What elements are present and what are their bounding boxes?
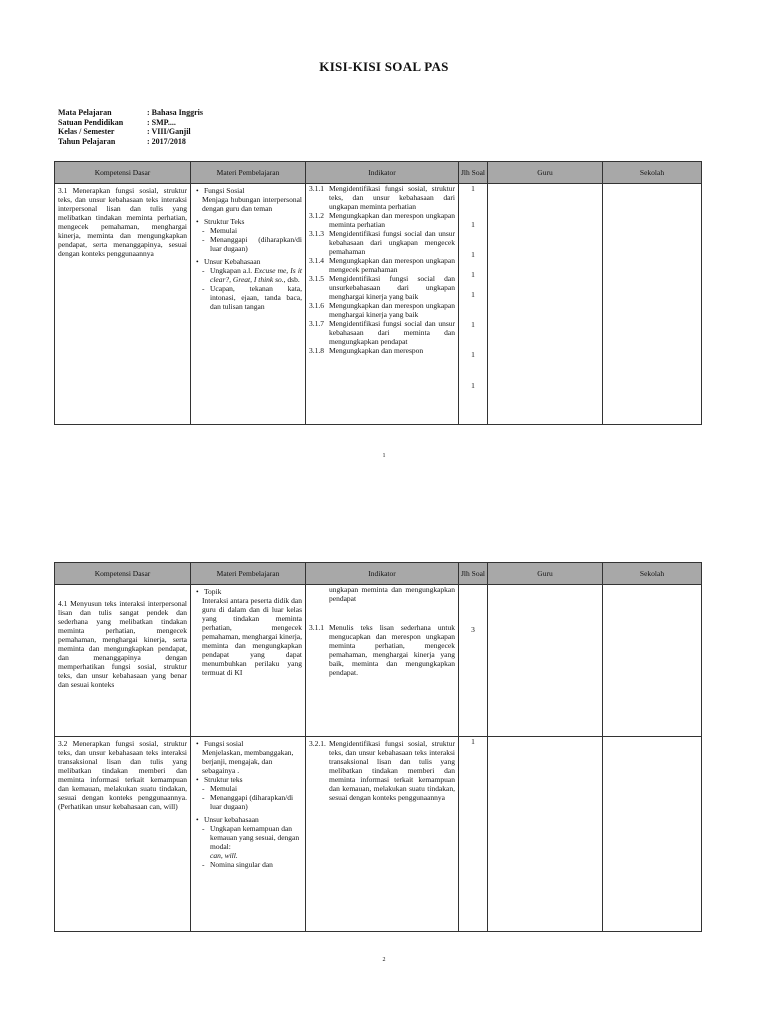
header-indikator: Indikator xyxy=(306,162,459,184)
indikator-item: 3.1.1 Menulis teks lisan sederhana untuk mengucapkan dan merespon ungkapan meminta perhatian, mengecek pemahaman, menghargai kinerja yang baik, meminta dan mengungkapkan pendapat. xyxy=(309,623,455,677)
materi-text: Menjaga hubungan interpersonal dengan guru dan teman xyxy=(202,195,302,213)
jlh-value: 3 xyxy=(471,625,475,634)
info-row xyxy=(58,108,203,118)
materi-item: - Nomina singular dan xyxy=(194,860,302,869)
materi-heading: • Unsur Kebahasaan xyxy=(194,257,302,266)
document-title: KISI-KISI SOAL PAS xyxy=(319,59,449,74)
jlh-value: 1 xyxy=(471,250,475,259)
indikator-cell xyxy=(306,585,459,737)
sekolah-cell xyxy=(603,737,702,932)
materi-text: Menjelaskan, membanggakan, berjanji, mengajak, dan sebagainya . xyxy=(202,748,294,775)
materi-cell xyxy=(191,737,306,932)
materi-heading: • Struktur teks xyxy=(194,775,302,784)
kd-cell: 4.1 Menyusun teks interaksi interpersonal lisan dan tulis sangat pendek dan sederhana yang melibatkan tindakan meminta perhatian, mengecek pemahaman, menghargai kinerja, serta meminta dan mengungkapkan pendapat, dan menanggapinya dengan memperhatikan fungsi sosial, struktur teks, dan unsur kebahasaan yang benar dan sesuai konteks xyxy=(55,585,191,737)
materi-heading: • Fungsi Sosial xyxy=(194,186,302,195)
materi-item: - Menanggapi (diharapkan/di luar dugaan) xyxy=(194,793,302,811)
table-row xyxy=(55,184,702,425)
materi-cell xyxy=(191,585,306,737)
indikator-item: 3.1.1 Mengidentifikasi fungsi sosial, struktur teks, dan unsur kebahasaan dari ungkapan meminta perhatian xyxy=(309,184,455,211)
jlh-value: 1 xyxy=(471,290,475,299)
sekolah-cell xyxy=(603,184,702,425)
info-value: : Bahasa Inggris xyxy=(147,108,204,117)
info-label: Mata Pelajaran xyxy=(58,108,112,117)
materi-item: - Menanggapi (diharapkan/di luar dugaan) xyxy=(194,235,302,253)
indikator-cell xyxy=(306,184,459,425)
indikator-item: 3.1.2 Mengungkapkan dan merespon ungkapan meminta perhatian xyxy=(309,211,455,229)
header-jlh-soal: Jlh Soal xyxy=(459,162,488,184)
guru-cell xyxy=(488,184,603,425)
page-number: 2 xyxy=(382,957,386,963)
indikator-item: 3.1.6 Mengungkapkan dan merespon ungkapan menghargai kinerja yang baik xyxy=(309,301,455,319)
jlh-soal-cell xyxy=(459,737,488,932)
jlh-value: 1 xyxy=(471,320,475,329)
jlh-value: 1 xyxy=(471,737,475,746)
materi-item: - Ucapan, tekanan kata, intonasi, ejaan, tanda baca, dan tulisan tangan xyxy=(194,284,302,311)
info-row xyxy=(58,118,203,128)
header-sekolah: Sekolah xyxy=(603,162,702,184)
indikator-item: 3.1.7 Mengidentifikasi fungsi social dan unsur kebahasaan dari meminta dan mengungkapkan pendapat xyxy=(309,319,455,346)
materi-cell xyxy=(191,184,306,425)
document-info xyxy=(58,108,203,146)
kisi-table-page-1 xyxy=(54,161,702,425)
header-guru: Guru xyxy=(488,563,603,585)
jlh-value: 1 xyxy=(471,270,475,279)
header-jlh-soal: Jlh Soal xyxy=(459,563,488,585)
header-kompetensi-dasar: Kompetensi Dasar xyxy=(55,563,191,585)
jlh-soal-cell xyxy=(459,585,488,737)
jlh-value: 1 xyxy=(471,184,475,193)
indikator-item: ungkapan meminta dan mengungkapkan pendapat xyxy=(329,585,455,603)
jlh-value: 1 xyxy=(471,220,475,229)
info-value: : SMP.... xyxy=(147,117,176,127)
kisi-table-page-2 xyxy=(54,562,702,932)
materi-item: - Memulai xyxy=(194,784,302,793)
info-label: Satuan Pendidikan xyxy=(58,117,124,127)
indikator-item: 3.2.1. Mengidentifikasi fungsi sosial, struktur teks, dan unsur kebahasaan teks interaksi transaksional lisan dan tulis yang melibatkan tindakan memberi dan meminta informasi terkait kemampuan dan kemauan, melakukan suatu tindakan, sesuai dengan konteks penggunaannya xyxy=(309,739,455,802)
info-value: : 2017/2018 xyxy=(147,136,186,146)
header-guru: Guru xyxy=(488,162,603,184)
info-label: Tahun Pelajaran xyxy=(58,136,116,146)
jlh-soal-cell xyxy=(459,184,488,425)
table-header-row xyxy=(55,563,702,585)
materi-heading: • Struktur Teks xyxy=(194,217,302,226)
guru-cell xyxy=(488,737,603,932)
materi-item: - Ungkapan a.l. Excuse me, Is it clear?, Great, I think so., dsb. xyxy=(194,266,302,284)
kd-cell: 3.2 Menerapkan fungsi sosial, struktur teks, dan unsur kebahasaan teks interaksi transaksional lisan dan tulis yang melibatkan tindakan memberi dan meminta informasi terkait kemampuan dan kemauan, melakukan suatu tindakan, sesuai dengan konteks penggunaannya. (Perhatikan unsur kebahasaan can, will) xyxy=(55,737,191,932)
info-label: Kelas / Semester xyxy=(58,127,115,136)
sekolah-cell xyxy=(603,585,702,737)
materi-heading: • Fungsi sosial xyxy=(194,739,302,748)
indikator-item: 3.1.3 Mengidentifikasi fungsi social dan unsur kebahasaan dari ungkapan mengecek pemahaman xyxy=(309,229,455,256)
jlh-value: 1 xyxy=(471,350,475,359)
info-row xyxy=(58,127,203,137)
header-kompetensi-dasar: Kompetensi Dasar xyxy=(55,162,191,184)
indikator-item: 3.1.8 Mengungkapkan dan merespon xyxy=(309,346,424,355)
header-materi: Materi Pembelajaran xyxy=(191,563,306,585)
table-row xyxy=(55,585,702,737)
table-header-row xyxy=(55,162,702,184)
kd-cell: 3.1 Menerapkan fungsi sosial, struktur teks, dan unsur kebahasaan teks interaksi interpersonal lisan dan tulis yang melibatkan tindakan meminta perhatian, mengecek pemahaman, menghargai kinerja, meminta dan mengungkapkan pendapat, serta menanggapinya, sesuai dengan konteks penggunaannya xyxy=(55,184,191,425)
page-number: 1 xyxy=(382,453,386,459)
indikator-cell xyxy=(306,737,459,932)
materi-heading: • Unsur kebahasaan xyxy=(194,815,302,824)
info-row xyxy=(58,137,203,147)
materi-text: Interaksi antara peserta didik dan guru di dalam dan di luar kelas yang tindakan meminta perhatian, mengecek pemahaman, menghargai kinerja, meminta dan mengungkapkan pendapat yang dapat menumbuhkan perilaku yang termuat di KI xyxy=(202,596,302,677)
materi-item: - Memulai xyxy=(194,226,302,235)
jlh-value: 1 xyxy=(471,381,475,390)
guru-cell xyxy=(488,585,603,737)
header-indikator: Indikator xyxy=(306,563,459,585)
info-value: : VIII/Ganjil xyxy=(147,127,191,136)
header-sekolah: Sekolah xyxy=(603,563,702,585)
materi-item: - Ungkapan kemampuan dan kemauan yang sesuai, dengan modal: can, will. xyxy=(194,824,302,860)
indikator-item: 3.1.4 Mengungkapkan dan merespon ungkapan mengecek pemahaman xyxy=(309,256,455,274)
header-materi: Materi Pembelajaran xyxy=(191,162,306,184)
table-row xyxy=(55,737,702,932)
materi-heading: • Topik xyxy=(194,587,302,596)
indikator-item: 3.1.5 Mengidentifikasi fungsi social dan unsurkebahasaan dari ungkapan menghargai kinerja yang baik xyxy=(309,274,455,301)
